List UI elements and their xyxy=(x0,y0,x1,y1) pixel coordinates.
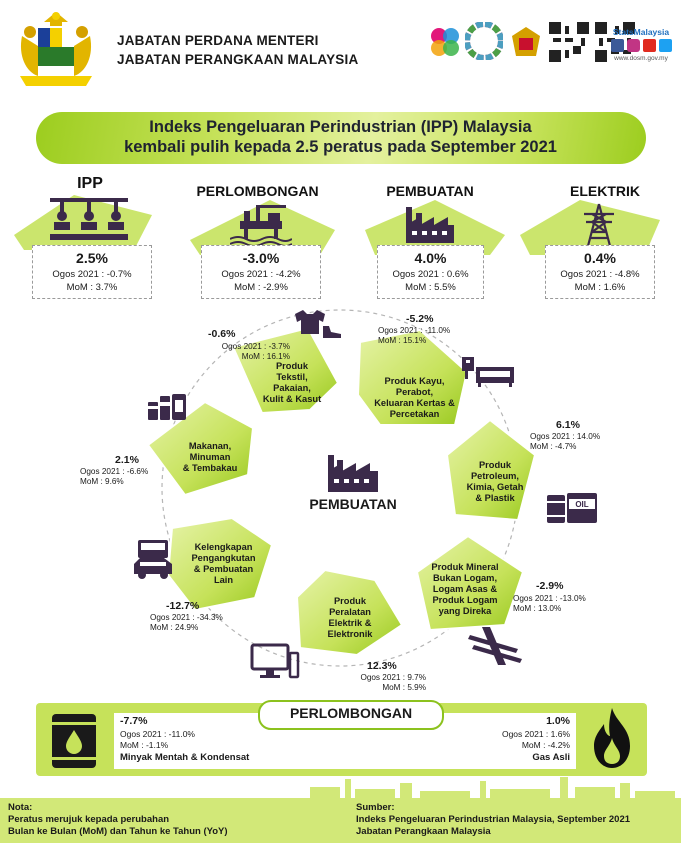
sector-label-line: Produk Logam xyxy=(432,595,498,605)
food-cans-icon xyxy=(146,392,188,422)
mining-gas-value: 1.0% xyxy=(546,715,570,727)
card-mom-pembuatan: MoM : 5.5% xyxy=(405,282,456,293)
sector-yoy: Ogos 2021 : -11.0% xyxy=(378,326,451,335)
card-yoy-pembuatan: Ogos 2021 : 0.6% xyxy=(392,269,469,280)
robotic-arms-icon xyxy=(48,196,130,242)
oil-drum-icon xyxy=(50,712,98,770)
sector-label-wood xyxy=(362,376,467,420)
sector-label-electric xyxy=(310,596,390,640)
card-yoy-ipp: Ogos 2021 : -0.7% xyxy=(52,269,132,280)
sector-label-line: Produk Kayu, xyxy=(384,376,445,386)
mining-crude-value: -7.7% xyxy=(120,715,148,727)
vehicles-icon xyxy=(132,538,174,580)
flame-icon xyxy=(586,706,638,770)
brand-name: StatsMalaysia xyxy=(612,27,670,37)
mining-crude-mom: MoM : -1.1% xyxy=(120,740,169,750)
sector-mom: MoM : 5.9% xyxy=(382,683,426,692)
sector-label-line: Pengangkutan xyxy=(191,553,256,563)
card-yoy-elektrik: Ogos 2021 : -4.8% xyxy=(560,269,640,280)
card-value-pembuatan: 4.0% xyxy=(414,250,447,266)
sector-label-line: Kulit & Kasut xyxy=(262,394,322,404)
org-line-1: JABATAN PERDANA MENTERI xyxy=(117,33,319,48)
sector-yoy: Ogos 2021 : -13.0% xyxy=(513,594,586,603)
card-yoy-perlombongan: Ogos 2021 : -4.2% xyxy=(221,269,301,280)
source-line1: Indeks Pengeluaran Perindustrian Malaysia, September 2021 xyxy=(356,814,631,825)
sector-mom: MoM : 9.6% xyxy=(80,477,124,486)
sector-label-line: Makanan, xyxy=(188,441,232,451)
card-mom-elektrik: MoM : 1.6% xyxy=(574,282,626,293)
sector-stats-petroleum xyxy=(530,432,640,452)
computer-icon xyxy=(250,643,300,681)
sector-yoy: Ogos 2021 : -34.3% xyxy=(150,613,223,622)
sector-label-line: Percetakan xyxy=(389,409,440,419)
note-line1: Peratus merujuk kepada perubahan xyxy=(8,814,170,825)
sector-label-line: Perabot, xyxy=(395,387,434,397)
sector-label-line: Kimia, Getah xyxy=(466,482,524,492)
sector-mom: MoM : -4.7% xyxy=(530,442,577,451)
factory-icon xyxy=(404,205,456,245)
sector-label-transport xyxy=(176,542,271,586)
sector-label-petroleum xyxy=(455,460,535,504)
sector-label-line: Bukan Logam, xyxy=(432,573,498,583)
sector-value-transport: -12.7% xyxy=(166,600,200,612)
sector-label-mineral xyxy=(420,562,510,617)
mining-crude-name: Minyak Mentah & Kondensat xyxy=(120,752,250,763)
sector-stats-food xyxy=(80,467,172,487)
sector-label-line: Lain xyxy=(213,575,234,585)
furniture-icon xyxy=(462,355,516,389)
note-title: Nota: xyxy=(8,802,33,813)
sector-label-line: & Plastik xyxy=(475,493,515,503)
card-title-pembuatan: PEMBUATAN xyxy=(386,183,474,199)
sector-label-line: Elektronik xyxy=(327,629,373,639)
website-url[interactable]: www.dosm.gov.my xyxy=(614,55,668,62)
sector-label-line: Elektrik & xyxy=(328,618,372,628)
industry-skyline-decor xyxy=(300,775,680,800)
sector-label-line: Peralatan xyxy=(329,607,371,617)
sector-label-line: Tekstil, xyxy=(276,372,308,382)
sector-label-food xyxy=(175,441,245,474)
sector-label-line: Kelengkapan xyxy=(194,542,253,552)
sector-label-line: & Tembakau xyxy=(182,463,238,473)
sector-label-line: Produk xyxy=(333,596,367,606)
mining-title: PERLOMBONGAN xyxy=(289,705,413,721)
source-title: Sumber: xyxy=(356,802,395,813)
mining-gas-name: Gas Asli xyxy=(532,752,570,763)
sector-value-mineral: -2.9% xyxy=(536,580,564,592)
sector-label-line: yang Direka xyxy=(438,606,492,616)
card-title-elektrik: ELEKTRIK xyxy=(570,183,640,199)
sector-stats-electric xyxy=(346,673,426,693)
dosm-logo-icon xyxy=(508,24,544,60)
power-tower-icon xyxy=(582,202,616,248)
sector-yoy: Ogos 2021 : -6.6% xyxy=(80,467,149,476)
factory-icon xyxy=(328,455,378,492)
sector-label-textiles xyxy=(252,361,332,405)
malaysia-crest-icon xyxy=(8,6,104,92)
page-title-line2: kembali pulih kepada 2.5 peratus pada September 2021 xyxy=(124,138,557,156)
card-title-ipp: IPP xyxy=(77,175,103,192)
oil-barrel-icon xyxy=(545,483,601,525)
clothing-icon xyxy=(293,308,343,340)
sector-value-textiles: -0.6% xyxy=(208,328,236,340)
sector-yoy: Ogos 2021 : 14.0% xyxy=(530,432,601,441)
sector-mom: MoM : 16.1% xyxy=(241,352,290,361)
header xyxy=(0,0,681,98)
org-line-2: JABATAN PERANGKAAN MALAYSIA xyxy=(117,52,359,67)
source-line2: Jabatan Perangkaan Malaysia xyxy=(356,826,491,837)
sector-label-line: Produk xyxy=(275,361,309,371)
sector-label-line: Keluaran Kertas & xyxy=(374,398,455,408)
card-mom-perlombongan: MoM : -2.9% xyxy=(234,282,288,293)
mining-crude-yoy: Ogos 2021 : -11.0% xyxy=(120,729,195,739)
sector-value-wood: -5.2% xyxy=(406,313,434,325)
sector-value-petroleum: 6.1% xyxy=(556,419,580,431)
sector-mom: MoM : 24.9% xyxy=(150,623,199,632)
sector-stats-wood xyxy=(378,326,488,346)
sector-label-line: Logam Asas & xyxy=(432,584,498,594)
sdg-wheel-icon xyxy=(465,22,503,60)
mining-gas-yoy: Ogos 2021 : 1.6% xyxy=(501,729,570,739)
svg-text:OIL: OIL xyxy=(575,500,589,509)
card-value-ipp: 2.5% xyxy=(76,250,108,266)
mining-gas-mom: MoM : -4.2% xyxy=(521,740,570,750)
sector-yoy: Ogos 2021 : -3.7% xyxy=(221,342,290,351)
card-mom-ipp: MoM : 3.7% xyxy=(66,282,118,293)
sector-label-line: Minuman xyxy=(189,452,231,462)
card-title-perlombongan: PERLOMBONGAN xyxy=(196,183,319,199)
oil-rig-icon xyxy=(230,203,292,245)
mydigital-logo-icon xyxy=(425,22,465,62)
sector-mom: MoM : 13.0% xyxy=(513,604,562,613)
sector-value-food: 2.1% xyxy=(115,454,139,466)
sector-stats-textiles xyxy=(170,342,290,362)
card-value-elektrik: 0.4% xyxy=(584,250,616,266)
sector-value-electric: 12.3% xyxy=(367,660,397,672)
card-value-perlombongan: -3.0% xyxy=(242,250,280,266)
sector-stats-mineral xyxy=(513,594,623,614)
page-title-line1: Indeks Pengeluaran Perindustrian (IPP) Malaysia xyxy=(149,118,532,136)
center-label: PEMBUATAN xyxy=(309,496,397,512)
sector-label-line: & Pembuatan xyxy=(193,564,254,574)
sector-yoy: Ogos 2021 : 9.7% xyxy=(360,673,426,682)
qr-code-icon[interactable] xyxy=(549,22,589,62)
social-media-icons[interactable] xyxy=(611,39,673,52)
steel-beam-icon xyxy=(466,625,526,667)
sector-label-line: Produk Mineral xyxy=(431,562,499,572)
sector-mom: MoM : 15.1% xyxy=(378,336,427,345)
sector-label-line: Pakaian, xyxy=(273,383,311,393)
sector-label-line: Produk xyxy=(478,460,512,470)
sector-stats-transport xyxy=(150,613,260,633)
note-line2: Bulan ke Bulan (MoM) dan Tahun ke Tahun (YoY) xyxy=(8,826,228,837)
sector-label-line: Petroleum, xyxy=(470,471,520,481)
